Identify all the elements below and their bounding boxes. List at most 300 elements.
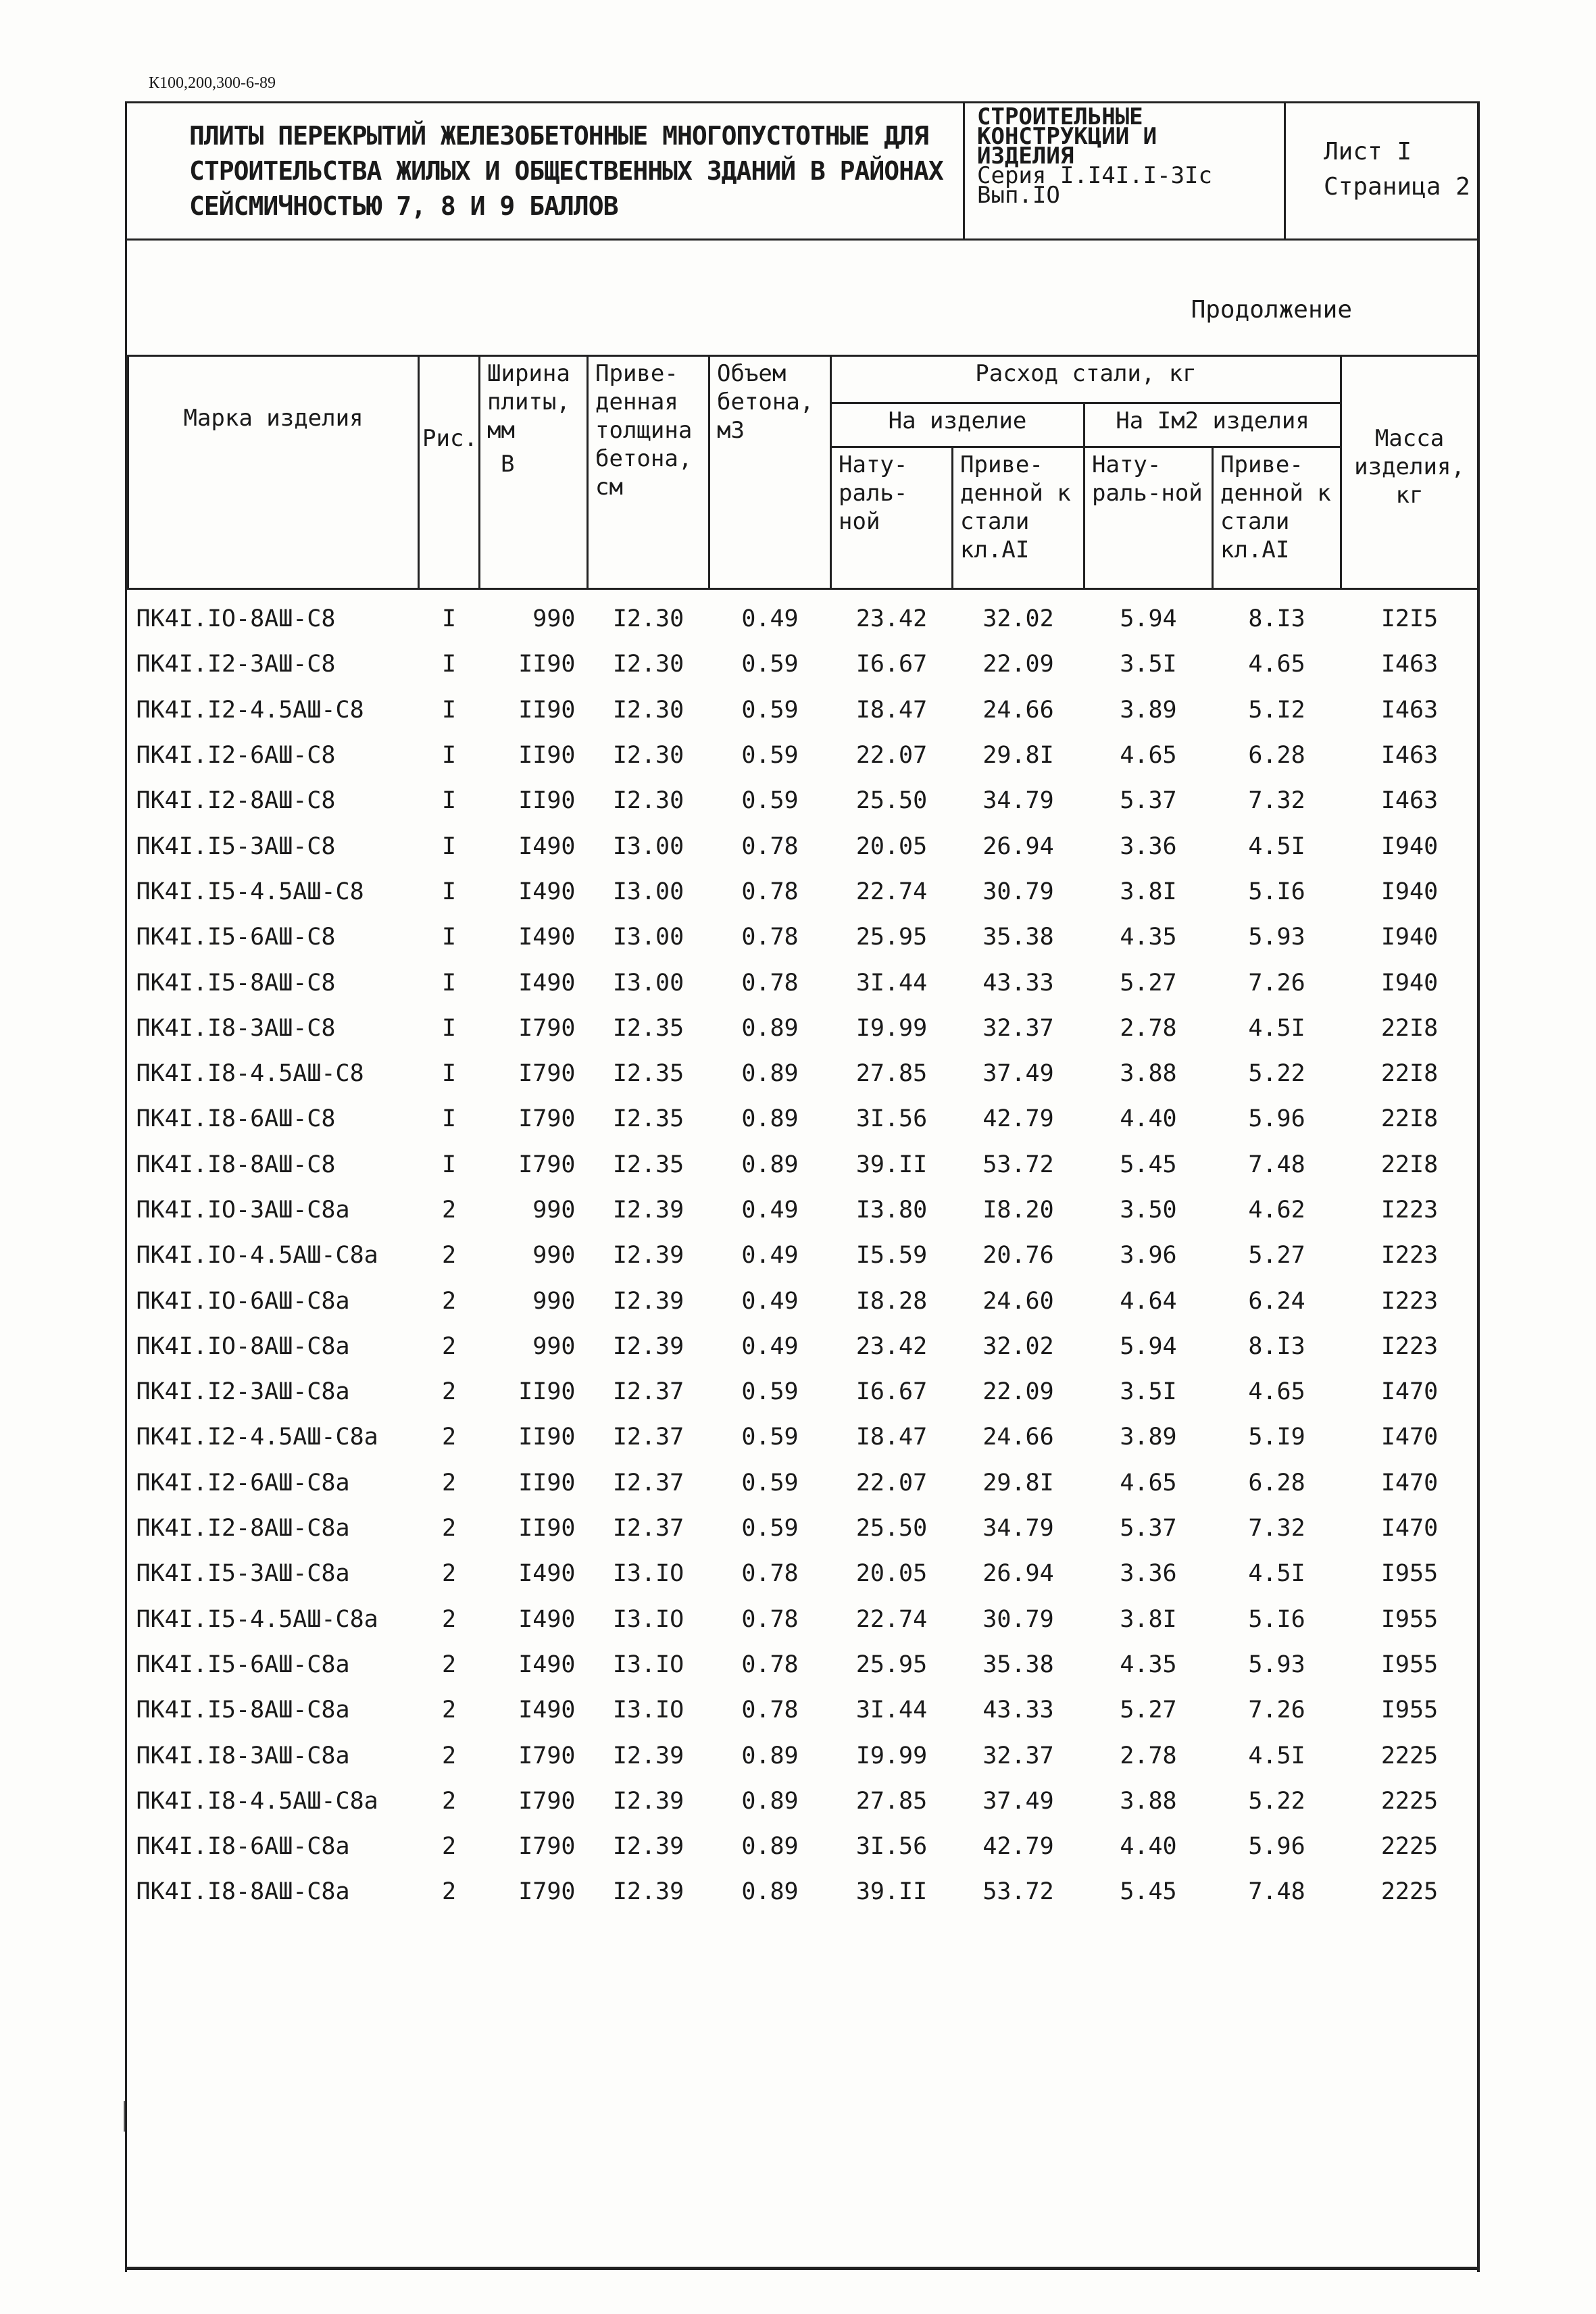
- cell-reduced: 34.79: [982, 1515, 1054, 1542]
- cell-fig: 2: [441, 1424, 457, 1451]
- cell-mark: ПК4I.IO-6АШ-С8а: [136, 1287, 350, 1315]
- cell-natural-m2: 5.94: [1120, 605, 1177, 633]
- cell-mass: 22I8: [1380, 1060, 1439, 1088]
- cell-fig: 2: [441, 1378, 457, 1406]
- cell-mark: ПК4I.I5-8АШ-С8: [136, 969, 336, 997]
- cell-thickness: I2.37: [612, 1469, 684, 1496]
- table-row: [128, 1461, 1478, 1506]
- cell-natural: I9.99: [855, 1742, 928, 1769]
- cell-thickness: I2.39: [612, 1787, 684, 1815]
- cell-mass: I463: [1380, 742, 1439, 770]
- cell-thickness: I2.39: [612, 1878, 684, 1906]
- cell-mass: I940: [1380, 878, 1439, 905]
- cell-mark: ПК4I.I2-3АШ-С8: [136, 651, 336, 678]
- cell-reduced-m2: 7.32: [1248, 1515, 1305, 1542]
- cell-reduced: 53.72: [982, 1878, 1054, 1906]
- cell-volume: 0.89: [741, 1151, 799, 1178]
- cell-volume: 0.78: [741, 832, 799, 860]
- cell-fig: I: [441, 1060, 457, 1088]
- cell-mark: ПК4I.IO-3АШ-С8а: [136, 1197, 350, 1224]
- cell-volume: 0.49: [741, 1332, 799, 1360]
- cell-reduced-m2: 5.96: [1248, 1105, 1305, 1133]
- cell-reduced: 22.09: [982, 651, 1054, 678]
- cell-natural: 22.74: [855, 1605, 928, 1633]
- cell-reduced-m2: 6.28: [1248, 742, 1305, 770]
- cell-mass: I463: [1380, 696, 1439, 724]
- cell-fig: 2: [441, 1696, 457, 1724]
- cell-natural-m2: 4.65: [1120, 1469, 1177, 1496]
- cell-reduced: 43.33: [982, 969, 1054, 997]
- header-volume: Объем бетона, м3: [709, 356, 831, 589]
- width-symbol: В: [501, 451, 515, 478]
- cell-reduced-m2: 5.27: [1248, 1242, 1305, 1269]
- cell-natural-m2: 4.65: [1120, 742, 1177, 770]
- cell-volume: 0.89: [741, 1014, 799, 1042]
- title-block: [127, 103, 1477, 241]
- page-label: Страница 2: [1324, 173, 1470, 201]
- cell-mass: 22I8: [1380, 1014, 1439, 1042]
- cell-natural-m2: 4.40: [1120, 1105, 1177, 1133]
- cell-thickness: I2.39: [612, 1833, 684, 1861]
- cell-volume: 0.59: [741, 742, 799, 770]
- cell-reduced-m2: 7.48: [1248, 1151, 1305, 1178]
- cell-reduced-m2: 8.I3: [1248, 605, 1305, 633]
- table-row: [128, 733, 1478, 778]
- cell-thickness: I2.39: [612, 1742, 684, 1769]
- table-row: [128, 778, 1478, 824]
- cell-fig: I: [441, 878, 457, 905]
- cell-natural: 27.85: [855, 1787, 928, 1815]
- cell-natural: 23.42: [855, 605, 928, 633]
- cell-volume: 0.49: [741, 1242, 799, 1269]
- cell-fig: I: [441, 787, 457, 815]
- cell-natural-m2: 3.5I: [1120, 651, 1177, 678]
- cell-natural-m2: 3.8I: [1120, 878, 1177, 905]
- cell-reduced-m2: 5.96: [1248, 1833, 1305, 1861]
- table-row: [128, 1642, 1478, 1688]
- cell-mark: ПК4I.IO-8АШ-С8: [136, 605, 336, 633]
- cell-natural: 3I.44: [855, 969, 928, 997]
- table-row: [128, 589, 1478, 643]
- cell-mark: ПК4I.I8-3АШ-С8а: [136, 1742, 350, 1769]
- cell-reduced: 35.38: [982, 1651, 1054, 1678]
- cell-volume: 0.49: [741, 1197, 799, 1224]
- cell-mark: ПК4I.I8-6АШ-С8: [136, 1105, 336, 1133]
- cell-mark: ПК4I.I2-4.5АШ-С8а: [136, 1424, 378, 1451]
- section-line: ИЗДЕЛИЯ: [977, 143, 1074, 170]
- cell-thickness: I2.30: [612, 696, 684, 724]
- title-line: ПЛИТЫ ПЕРЕКРЫТИЙ ЖЕЛЕЗОБЕТОННЫЕ МНОГОПУСТОТНЫЕ ДЛЯ: [189, 121, 928, 151]
- cell-mass: I223: [1380, 1332, 1439, 1360]
- cell-mass: I955: [1380, 1696, 1439, 1724]
- cell-mass: I470: [1380, 1469, 1439, 1496]
- cell-volume: 0.49: [741, 605, 799, 633]
- cell-mass: I463: [1380, 651, 1439, 678]
- cell-mark: ПК4I.I5-3АШ-С8а: [136, 1560, 350, 1588]
- cell-reduced-m2: 4.62: [1248, 1197, 1305, 1224]
- cell-thickness: I2.39: [612, 1332, 684, 1360]
- cell-reduced-m2: 4.65: [1248, 1378, 1305, 1406]
- cell-natural: I3.80: [855, 1197, 928, 1224]
- cell-mark: ПК4I.I8-4.5АШ-С8: [136, 1060, 364, 1088]
- cell-natural: 3I.56: [855, 1105, 928, 1133]
- cell-mass: I2I5: [1380, 605, 1439, 633]
- table-row: [128, 960, 1478, 1005]
- cell-mass: I470: [1380, 1378, 1439, 1406]
- cell-thickness: I3.IO: [612, 1696, 684, 1724]
- cell-natural: 25.95: [855, 924, 928, 951]
- cell-reduced-m2: 4.65: [1248, 651, 1305, 678]
- cell-width: 990: [532, 605, 576, 633]
- drawing-frame: [125, 101, 1480, 2272]
- cell-reduced-m2: 5.93: [1248, 924, 1305, 951]
- cell-mark: ПК4I.I2-4.5АШ-С8: [136, 696, 364, 724]
- cell-thickness: I2.37: [612, 1424, 684, 1451]
- cell-natural-m2: 3.8I: [1120, 1605, 1177, 1633]
- cell-reduced: 30.79: [982, 878, 1054, 905]
- cell-natural-m2: 5.45: [1120, 1151, 1177, 1178]
- header-per-item: На изделие: [831, 403, 1084, 447]
- table-row: [128, 1733, 1478, 1778]
- cell-natural: 20.05: [855, 1560, 928, 1588]
- cell-mass: 22I8: [1380, 1151, 1439, 1178]
- cell-thickness: I2.37: [612, 1378, 684, 1406]
- table-row: [128, 1779, 1478, 1824]
- cell-reduced: 37.49: [982, 1060, 1054, 1088]
- table-row: [128, 1369, 1478, 1415]
- cell-volume: 0.78: [741, 924, 799, 951]
- title-line: СТРОИТЕЛЬСТВА ЖИЛЫХ И ОБЩЕСТВЕННЫХ ЗДАНИЙ В РАЙОНАХ: [189, 156, 943, 186]
- cell-volume: 0.89: [741, 1105, 799, 1133]
- cell-natural: 39.II: [855, 1151, 928, 1178]
- table-row: [128, 1278, 1478, 1324]
- sheet-block: [1286, 103, 1477, 238]
- table-row: [128, 1506, 1478, 1551]
- cell-reduced-m2: 5.22: [1248, 1787, 1305, 1815]
- cell-width: I790: [518, 1014, 576, 1042]
- table-row: [128, 1551, 1478, 1596]
- table-row: [128, 1233, 1478, 1278]
- cell-mass: I470: [1380, 1424, 1439, 1451]
- cell-mass: I223: [1380, 1287, 1439, 1315]
- cell-natural: I8.47: [855, 1424, 928, 1451]
- sheet-label: Лист I: [1324, 138, 1412, 166]
- cell-reduced: 32.02: [982, 1332, 1054, 1360]
- cell-width: II90: [518, 1424, 576, 1451]
- document-title: [127, 103, 965, 238]
- cell-mark: ПК4I.I5-3АШ-С8: [136, 832, 336, 860]
- cell-natural-m2: 2.78: [1120, 1742, 1177, 1769]
- table-row: [128, 642, 1478, 687]
- cell-reduced: 37.49: [982, 1787, 1054, 1815]
- cell-volume: 0.78: [741, 1605, 799, 1633]
- cell-width: 990: [532, 1287, 576, 1315]
- cell-mass: I470: [1380, 1515, 1439, 1542]
- header-natural-m2: Нату-раль-ной: [1084, 447, 1213, 589]
- header-reduced-m2: Приве-денной к стали кл.АI: [1213, 447, 1341, 589]
- cell-thickness: I3.IO: [612, 1651, 684, 1678]
- cell-width: 990: [532, 1197, 576, 1224]
- cell-reduced: 24.60: [982, 1287, 1054, 1315]
- cell-natural: I9.99: [855, 1014, 928, 1042]
- cell-volume: 0.89: [741, 1060, 799, 1088]
- cell-fig: 2: [441, 1469, 457, 1496]
- document-code: К100,200,300-6-89: [149, 74, 276, 92]
- cell-fig: 2: [441, 1287, 457, 1315]
- cell-width: I490: [518, 924, 576, 951]
- cell-width: 990: [532, 1242, 576, 1269]
- table-row: [128, 870, 1478, 915]
- cell-width: 990: [532, 1332, 576, 1360]
- cell-reduced-m2: 5.93: [1248, 1651, 1305, 1678]
- cell-fig: I: [441, 1105, 457, 1133]
- cell-mass: 2225: [1380, 1878, 1439, 1906]
- cell-mark: ПК4I.I2-8АШ-С8а: [136, 1515, 350, 1542]
- cell-mass: 2225: [1380, 1742, 1439, 1769]
- cell-natural: I6.67: [855, 1378, 928, 1406]
- cell-thickness: I3.IO: [612, 1605, 684, 1633]
- cell-width: I490: [518, 969, 576, 997]
- cell-reduced: 24.66: [982, 1424, 1054, 1451]
- table-row: [128, 1869, 1478, 1915]
- cell-natural: 20.05: [855, 832, 928, 860]
- cell-reduced-m2: 5.I6: [1248, 878, 1305, 905]
- cell-reduced-m2: 7.48: [1248, 1878, 1305, 1906]
- cell-volume: 0.59: [741, 1469, 799, 1496]
- cell-mark: ПК4I.I5-6АШ-С8а: [136, 1651, 350, 1678]
- table-row: [128, 1097, 1478, 1142]
- cell-natural-m2: 3.5I: [1120, 1378, 1177, 1406]
- cell-mark: ПК4I.I8-8АШ-С8: [136, 1151, 336, 1178]
- cell-reduced: 26.94: [982, 1560, 1054, 1588]
- cell-width: I490: [518, 1605, 576, 1633]
- cell-volume: 0.89: [741, 1787, 799, 1815]
- cell-mark: ПК4I.I8-3АШ-С8: [136, 1014, 336, 1042]
- cell-natural-m2: 3.89: [1120, 696, 1177, 724]
- cell-mass: I223: [1380, 1197, 1439, 1224]
- table-row: [128, 1824, 1478, 1869]
- cell-fig: 2: [441, 1833, 457, 1861]
- cell-natural-m2: 3.50: [1120, 1197, 1177, 1224]
- cell-thickness: I2.39: [612, 1287, 684, 1315]
- cell-natural-m2: 4.35: [1120, 924, 1177, 951]
- cell-width: I790: [518, 1787, 576, 1815]
- cell-natural: 25.50: [855, 1515, 928, 1542]
- cell-thickness: I3.00: [612, 969, 684, 997]
- cell-width: II90: [518, 651, 576, 678]
- cell-fig: I: [441, 832, 457, 860]
- cell-natural-m2: 5.37: [1120, 787, 1177, 815]
- cell-natural-m2: 5.27: [1120, 969, 1177, 997]
- header-mark: Марка изделия: [128, 356, 419, 589]
- cell-fig: 2: [441, 1878, 457, 1906]
- cell-width: II90: [518, 1378, 576, 1406]
- cell-natural-m2: 4.40: [1120, 1833, 1177, 1861]
- table-row: [128, 824, 1478, 869]
- cell-reduced: 32.37: [982, 1014, 1054, 1042]
- cell-mark: ПК4I.I2-3АШ-С8а: [136, 1378, 350, 1406]
- specification-table: [127, 355, 1479, 1915]
- cell-volume: 0.59: [741, 1378, 799, 1406]
- cell-width: II90: [518, 1515, 576, 1542]
- cell-volume: 0.89: [741, 1742, 799, 1769]
- cell-natural-m2: 4.35: [1120, 1651, 1177, 1678]
- cell-reduced: 26.94: [982, 832, 1054, 860]
- cell-natural: 22.07: [855, 1469, 928, 1496]
- cell-mass: 2225: [1380, 1787, 1439, 1815]
- cell-thickness: I2.30: [612, 651, 684, 678]
- header-thickness: Приве-денная толщина бетона, см: [588, 356, 709, 589]
- cell-reduced: 43.33: [982, 1696, 1054, 1724]
- table-row: [128, 1688, 1478, 1733]
- table-row: [128, 1597, 1478, 1642]
- cell-mass: I940: [1380, 969, 1439, 997]
- cell-volume: 0.49: [741, 1287, 799, 1315]
- cell-width: II90: [518, 787, 576, 815]
- cell-mark: ПК4I.I2-6АШ-С8: [136, 742, 336, 770]
- cell-thickness: I2.39: [612, 1197, 684, 1224]
- cell-natural-m2: 3.36: [1120, 1560, 1177, 1588]
- cell-thickness: I2.39: [612, 1242, 684, 1269]
- continuation-label: Продолжение: [1191, 296, 1352, 324]
- cell-reduced-m2: 7.32: [1248, 787, 1305, 815]
- cell-volume: 0.78: [741, 1560, 799, 1588]
- cell-natural: 25.50: [855, 787, 928, 815]
- cell-mark: ПК4I.I2-8АШ-С8: [136, 787, 336, 815]
- cell-volume: 0.78: [741, 969, 799, 997]
- cell-fig: I: [441, 742, 457, 770]
- cell-natural: I8.28: [855, 1287, 928, 1315]
- cell-mass: I940: [1380, 924, 1439, 951]
- cell-reduced: 35.38: [982, 924, 1054, 951]
- cell-fig: I: [441, 696, 457, 724]
- cell-fig: I: [441, 651, 457, 678]
- cell-reduced: 42.79: [982, 1105, 1054, 1133]
- header-natural: Нату-раль-ной: [831, 447, 953, 589]
- cell-width: I790: [518, 1151, 576, 1178]
- cell-mass: I463: [1380, 787, 1439, 815]
- cell-mass: I223: [1380, 1242, 1439, 1269]
- cell-mark: ПК4I.I5-4.5АШ-С8а: [136, 1605, 378, 1633]
- cell-thickness: I3.00: [612, 924, 684, 951]
- cell-thickness: I3.IO: [612, 1560, 684, 1588]
- cell-reduced-m2: 4.5I: [1248, 1014, 1305, 1042]
- cell-volume: 0.59: [741, 696, 799, 724]
- cell-width: II90: [518, 1469, 576, 1496]
- cell-natural-m2: 5.45: [1120, 1878, 1177, 1906]
- cell-mark: ПК4I.I5-6АШ-С8: [136, 924, 336, 951]
- section-line: КОНСТРУКЦИИ И: [977, 123, 1157, 150]
- cell-width: I490: [518, 1560, 576, 1588]
- cell-fig: I: [441, 605, 457, 633]
- cell-reduced: 34.79: [982, 787, 1054, 815]
- cell-natural: 25.95: [855, 1651, 928, 1678]
- cell-fig: 2: [441, 1332, 457, 1360]
- cell-fig: I: [441, 1014, 457, 1042]
- cell-reduced: 29.8I: [982, 742, 1054, 770]
- header-per-m2: На Iм2 изделия: [1084, 403, 1341, 447]
- series-block: [965, 103, 1286, 238]
- cell-volume: 0.78: [741, 1651, 799, 1678]
- cell-fig: 2: [441, 1742, 457, 1769]
- table-body: [128, 589, 1478, 1915]
- cell-reduced-m2: 5.22: [1248, 1060, 1305, 1088]
- cell-reduced-m2: 8.I3: [1248, 1332, 1305, 1360]
- table-row: [128, 1415, 1478, 1460]
- issue-label: Вып.IO: [977, 182, 1060, 209]
- cell-mark: ПК4I.I8-6АШ-С8а: [136, 1833, 350, 1861]
- cell-mark: ПК4I.IO-4.5АШ-С8а: [136, 1242, 378, 1269]
- cell-natural-m2: 3.89: [1120, 1424, 1177, 1451]
- cell-natural: 27.85: [855, 1060, 928, 1088]
- cell-width: I790: [518, 1105, 576, 1133]
- cell-fig: 2: [441, 1515, 457, 1542]
- cell-mass: I940: [1380, 832, 1439, 860]
- cell-width: I790: [518, 1060, 576, 1088]
- cell-mark: ПК4I.I2-6АШ-С8а: [136, 1469, 350, 1496]
- cell-fig: 2: [441, 1242, 457, 1269]
- cell-width: I790: [518, 1742, 576, 1769]
- cell-width: I490: [518, 1651, 576, 1678]
- margin-mark: [124, 2101, 125, 2132]
- cell-natural-m2: 3.88: [1120, 1787, 1177, 1815]
- cell-volume: 0.89: [741, 1878, 799, 1906]
- cell-natural: 3I.56: [855, 1833, 928, 1861]
- table-row: [128, 1006, 1478, 1051]
- cell-mass: I955: [1380, 1560, 1439, 1588]
- cell-reduced: 32.37: [982, 1742, 1054, 1769]
- cell-natural-m2: 3.88: [1120, 1060, 1177, 1088]
- cell-fig: I: [441, 924, 457, 951]
- cell-fig: 2: [441, 1560, 457, 1588]
- cell-reduced-m2: 5.I9: [1248, 1424, 1305, 1451]
- cell-volume: 0.78: [741, 878, 799, 905]
- cell-width: II90: [518, 696, 576, 724]
- cell-reduced-m2: 4.5I: [1248, 832, 1305, 860]
- cell-mass: 22I8: [1380, 1105, 1439, 1133]
- cell-reduced-m2: 7.26: [1248, 1696, 1305, 1724]
- cell-volume: 0.59: [741, 1515, 799, 1542]
- header-width: Ширина плиты, мм В: [480, 356, 588, 589]
- cell-width: I490: [518, 832, 576, 860]
- cell-natural: I8.47: [855, 696, 928, 724]
- cell-volume: 0.59: [741, 1424, 799, 1451]
- cell-reduced-m2: 5.I6: [1248, 1605, 1305, 1633]
- cell-thickness: I2.30: [612, 605, 684, 633]
- cell-reduced-m2: 4.5I: [1248, 1560, 1305, 1588]
- cell-thickness: I2.30: [612, 787, 684, 815]
- table-row: [128, 1324, 1478, 1369]
- cell-mark: ПК4I.I8-8АШ-С8а: [136, 1878, 350, 1906]
- header-reduced: Приве-денной к стали кл.АI: [953, 447, 1084, 589]
- cell-mass: I955: [1380, 1651, 1439, 1678]
- cell-reduced: 42.79: [982, 1833, 1054, 1861]
- cell-volume: 0.59: [741, 787, 799, 815]
- cell-reduced: 24.66: [982, 696, 1054, 724]
- cell-volume: 0.89: [741, 1833, 799, 1861]
- cell-volume: 0.59: [741, 651, 799, 678]
- cell-reduced: 20.76: [982, 1242, 1054, 1269]
- cell-mass: 2225: [1380, 1833, 1439, 1861]
- cell-thickness: I2.30: [612, 742, 684, 770]
- cell-mark: ПК4I.IO-8АШ-С8а: [136, 1332, 350, 1360]
- cell-thickness: I2.35: [612, 1105, 684, 1133]
- cell-thickness: I2.35: [612, 1014, 684, 1042]
- cell-natural-m2: 5.37: [1120, 1515, 1177, 1542]
- cell-width: I490: [518, 878, 576, 905]
- cell-natural-m2: 5.94: [1120, 1332, 1177, 1360]
- cell-mark: ПК4I.I8-4.5АШ-С8а: [136, 1787, 378, 1815]
